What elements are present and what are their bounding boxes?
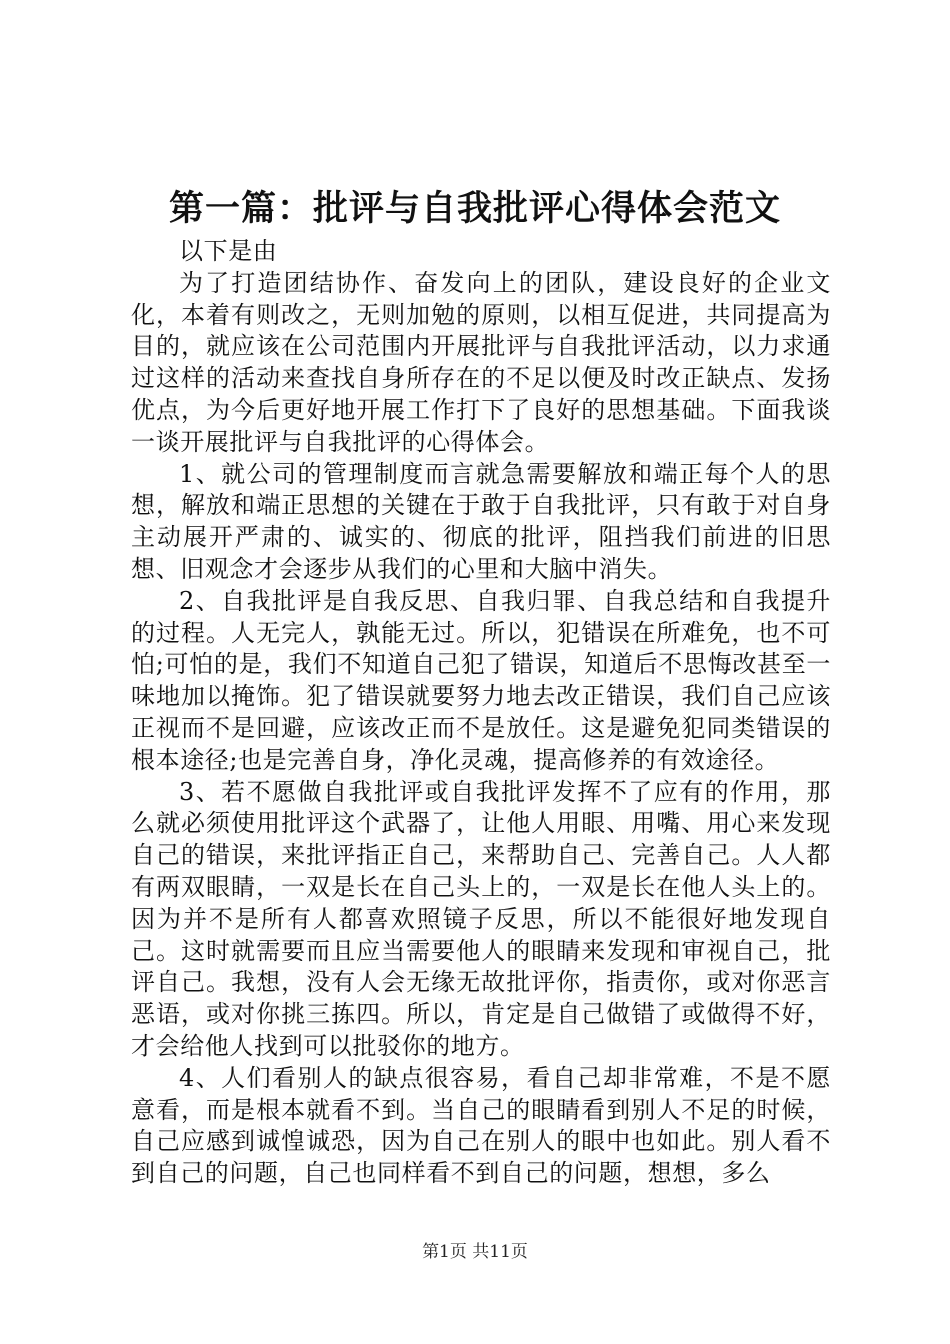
paragraph-intro: 以下是由 xyxy=(179,237,278,265)
document-body xyxy=(131,236,831,1190)
paragraph-purpose: 为了打造团结协作、奋发向上的团队，建设良好的企业文化，本着有则改之，无则加勉的原则，以相互促进，共同提高为目的，就应该在公司范围内开展批评与自我批评活动，以力求通过这样的活动来查找自身所存在的不足以便及时改正缺点、发扬优点，为今后更好地开展工作打下了良好的思想基础。下面我谈一谈开展批评与自我批评的心得体会。 xyxy=(131,268,831,456)
page-number-footer: 第1页 共11页 xyxy=(422,1242,528,1262)
paragraph-point-2: 2、自我批评是自我反思、自我归罪、自我总结和自我提升的过程。人无完人，孰能无过。所以，犯错误在所难免，也不可怕;可怕的是，我们不知道自己犯了错误，知道后不思悔改甚至一味地加以掩饰。犯了错误就要努力地去改正错误，我们自己应该正视而不是回避，应该改正而不是放任。这是避免犯同类错误的根本途径;也是完善自身，净化灵魂，提高修养的有效途径。 xyxy=(131,586,831,774)
paragraph-point-3: 3、若不愿做自我批评或自我批评发挥不了应有的作用，那么就必须使用批评这个武器了，让他人用眼、用嘴、用心来发现自己的错误，来批评指正自己，来帮助自己、完善自己。人人都有两双眼睛，一双是长在自己头上的，一双是长在他人头上的。因为并不是所有人都喜欢照镜子反思，所以不能很好地发现自己。这时就需要而且应当需要他人的眼睛来发现和审视自己，批评自己。我想，没有人会无缘无故批评你，指责你，或对你恶言恶语，或对你挑三拣四。所以，肯定是自己做错了或做得不好，才会给他人找到可以批驳你的地方。 xyxy=(131,777,831,1060)
paragraph-point-4: 4、人们看别人的缺点很容易，看自己却非常难，不是不愿意看，而是根本就看不到。当自己的眼睛看到别人不足的时候，自己应感到诚惶诚恐，因为自己在别人的眼中也如此。别人看不到自己的问题，自己也同样看不到自己的问题，想想，多么 xyxy=(131,1063,831,1188)
paragraph-point-1: 1、就公司的管理制度而言就急需要解放和端正每个人的思想，解放和端正思想的关键在于敢于自我批评，只有敢于对自身主动展开严肃的、诚实的、彻底的批评，阻挡我们前进的旧思想、旧观念才会逐步从我们的心里和大脑中消失。 xyxy=(131,459,831,583)
document-title: 第一篇：批评与自我批评心得体会范文 xyxy=(168,189,781,229)
